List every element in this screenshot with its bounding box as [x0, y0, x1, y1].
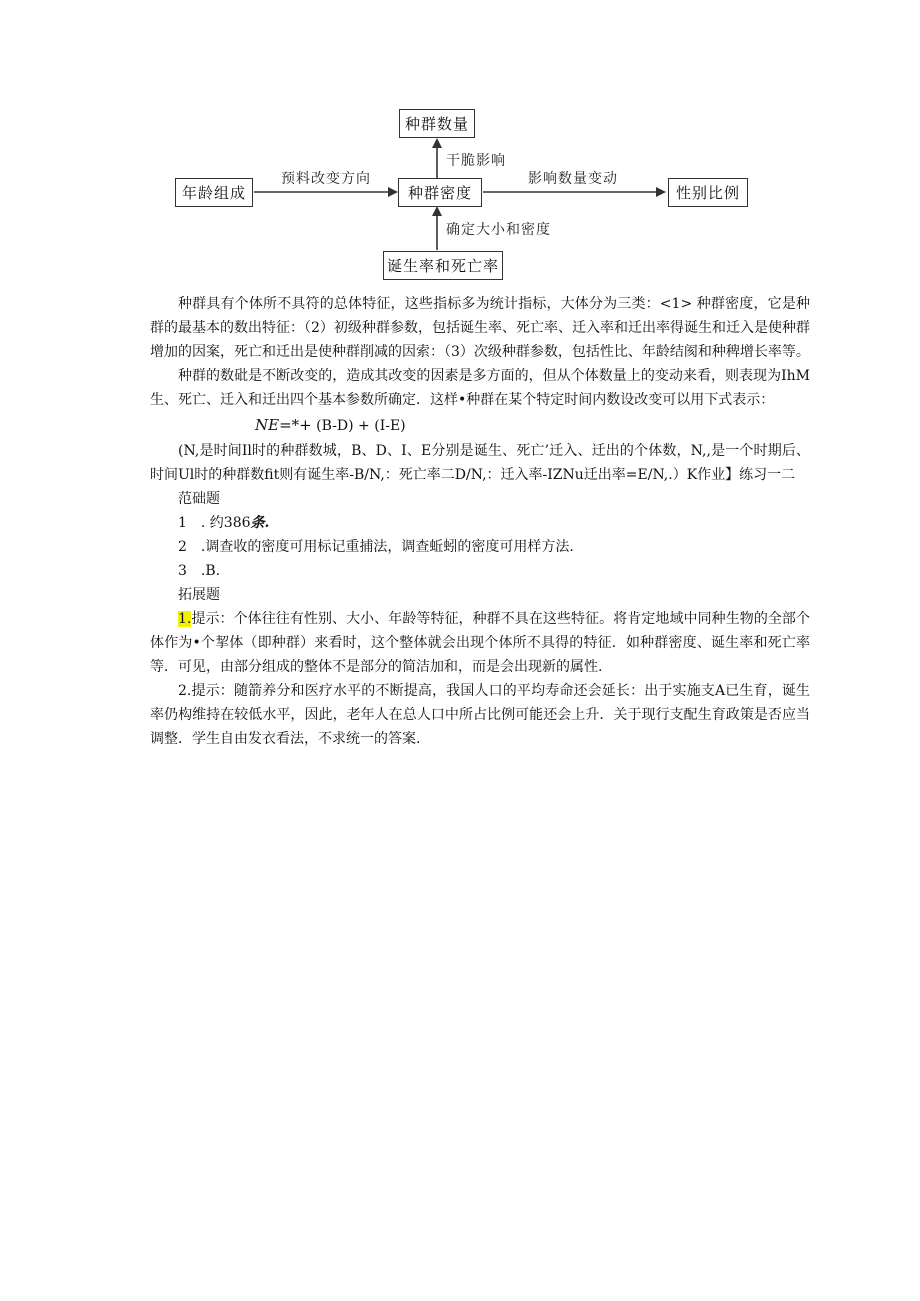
node-birth-death: 诞生率和死亡率 [383, 251, 503, 280]
label-direct-influence: 干脆影响 [446, 153, 506, 169]
formula-rhs: (B-D) + (I-E) [311, 418, 406, 434]
node-population-size: 种群数量 [399, 109, 475, 138]
answer-1-prefix: 1 . 约386 [178, 515, 251, 531]
paragraph-population-traits: 种群具有个体所不具符的总体特征，这些指标多为统计指标，大体分为三类：<1> 种群密度，它是种群的最基本的数出特征：（2）初级种群参数，包括诞生率、死亡率、迁入率和迁出率得诞生和迁入是使种群增加的因案，死亡和迁出是使种群削减的因索：（3）次级种群参数，包括性比、年龄结阂和种稗增长率等。 [150, 296, 810, 360]
label-affect-change: 影响数量变动 [528, 171, 618, 187]
extension-answer-1-text: 提示：个体往往有性别、大小、年龄等特征，种群不具在这些特征。将肯定地域中同种生物的全部个体作为•个挈体（即种群）来看时，这个整体就会出现个体所不具得的特征．如种群密度、诞生率和死亡率等．可见，由部分组成的整体不是部分的简洁加和，而是会出现新的属性. [150, 611, 810, 675]
node-sex-ratio: 性别比例 [668, 178, 748, 207]
label-predict-trend: 预料改变方向 [281, 171, 371, 187]
node-population-density: 种群密度 [398, 178, 482, 207]
highlight-number: 1. [178, 611, 192, 627]
extension-answer-1 [150, 607, 810, 679]
node-age-structure: 年龄组成 [175, 178, 253, 207]
concept-diagram [0, 0, 920, 290]
paragraph-formula-notes: (N,是时间Il时的种群数城，B、D、I、E分别是诞生、死亡’迁入、迁出的个体数，N,,是一个时期后、时间Ul时的种群数fit则有诞生率-B/N,：死亡率二D/N,：迁入率-IZNu迁出率=E/N,.）K作业】练习一二 [150, 443, 810, 483]
answer-2: 2 .调查收的密度可用标记重捕法，调查蚯蚓的密度可用样方法. [178, 539, 574, 555]
extension-answer-2: 2.提示：随箭养分和医疗水平的不断提高，我国人口的平均寿命还会延长：出于实施支A已生育，诞生率仍构维持在较低水平，因此，老年人在总人口中所占比例可能还会上升．关于现行支配生育政策是否应当调整．学生自由发衣看法，不求统一的答案. [150, 683, 810, 747]
diagram-arrows [0, 0, 920, 290]
section-basic: 范础题 [178, 491, 220, 507]
answer-1 [150, 511, 810, 535]
answer-3: 3 .B. [178, 563, 221, 579]
formula-lhs: NE=*+ [255, 416, 312, 434]
paragraph-population-change: 种群的数砒是不断改变的，造成其改变的因素是多方面的，但从个体数量上的变动来看，则表现为IhM生、死亡、迁入和迁出四个基本参数所确定．这样•种群在某个特定时间内数设改变可以用下式表示： [150, 368, 810, 408]
document-body [150, 292, 810, 751]
label-determine-size: 确定大小和密度 [446, 222, 551, 238]
section-extension: 拓展题 [178, 587, 220, 603]
answer-1-suffix: 条. [250, 515, 270, 531]
population-formula [150, 412, 810, 439]
